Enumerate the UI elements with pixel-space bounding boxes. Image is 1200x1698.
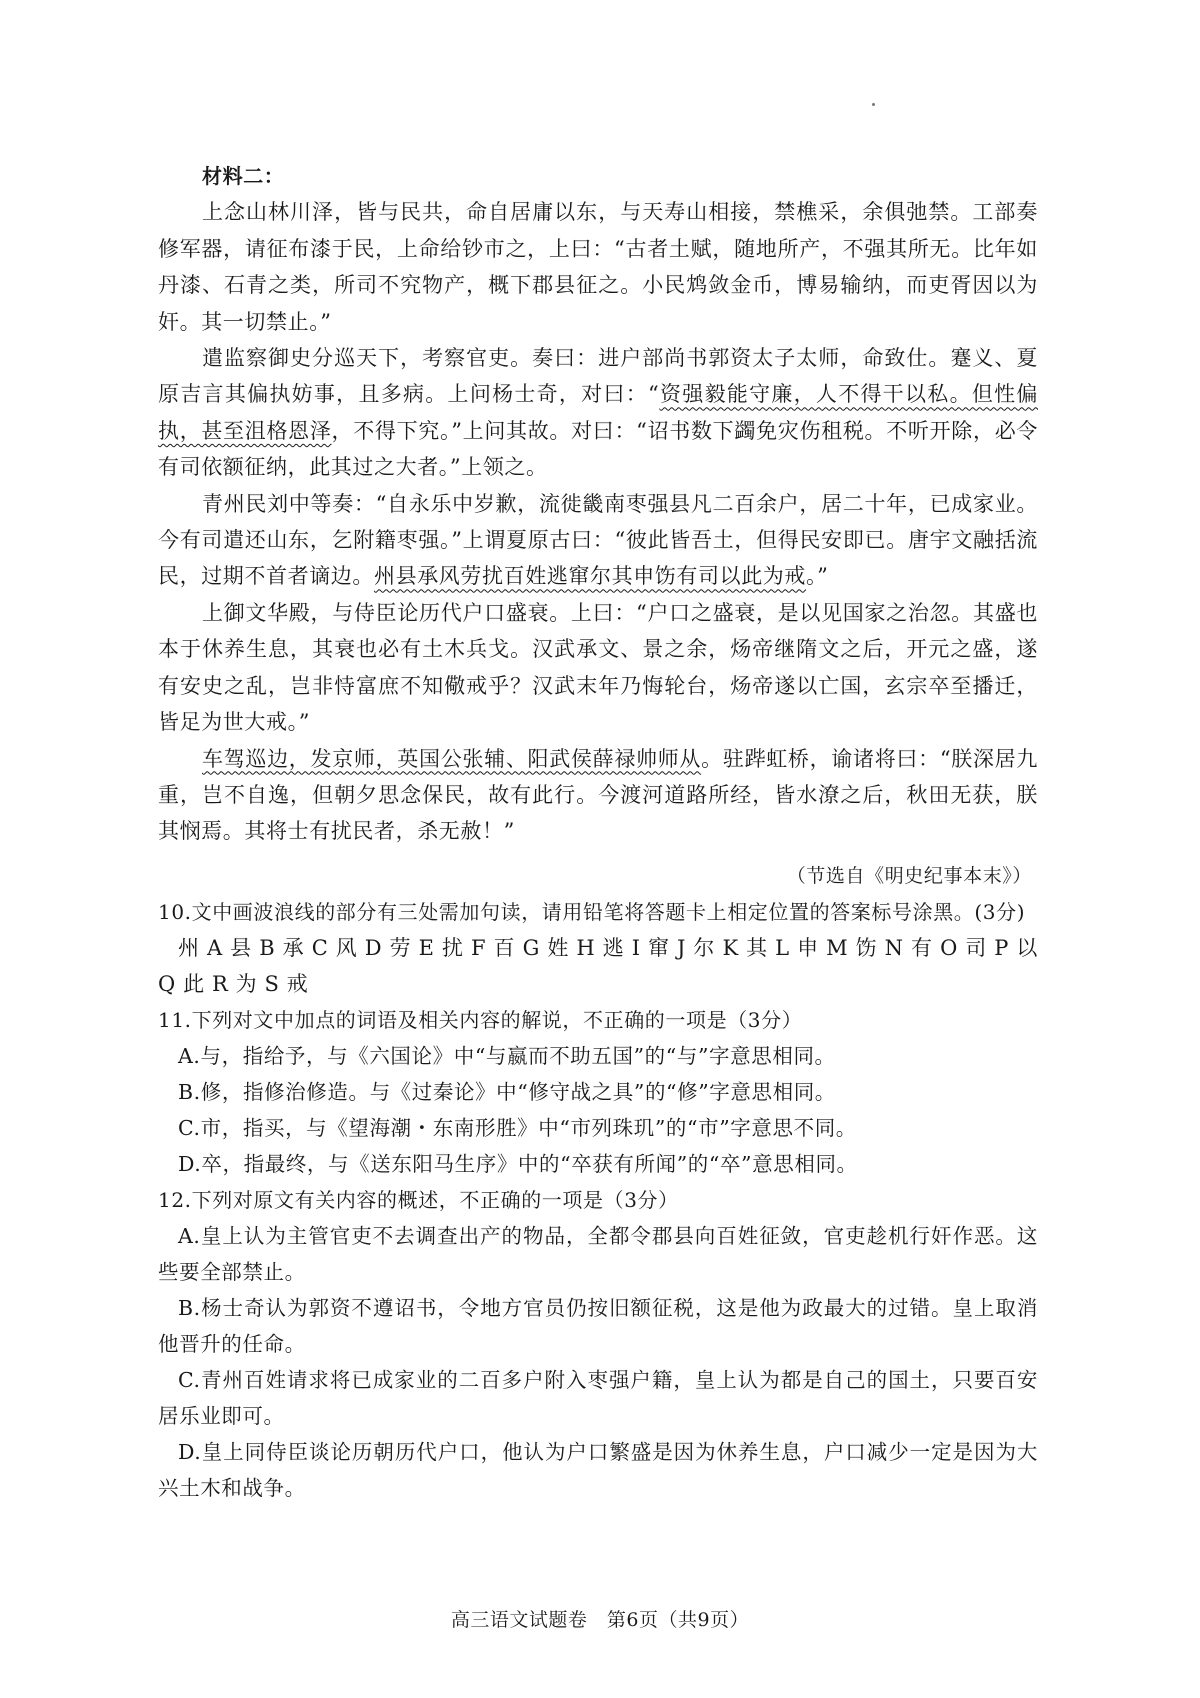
paragraph-text: 上御文华殿，与侍臣论历代户口盛衰。上曰：“户口之盛衰，是以见国家之治忽。其盛也本于休养生息，其衰也必有土木兵戈。汉武承文、景之余，炀帝继隋文之后，开元之盛，遂有安史之乱，岂非恃富庶不知儆戒乎？汉武末年乃悔轮台，炀帝遂以亡国，玄宗卒至播迁，皆足为世大戒。” — [158, 600, 1038, 735]
question-block — [158, 1002, 1038, 1182]
paragraph-text: 遣监察御史分巡天下，考察官吏。奏曰：进户部尚书郭资太子太师，命致仕。蹇义、夏原吉言其偏执妨事，且多病。上问杨士奇，对曰：“ — [158, 346, 1038, 407]
answer-option: A.与，指给予，与《六国论》中“与嬴而不助五国”的“与”字意思相同。 — [178, 1044, 836, 1069]
questions-section — [158, 894, 1038, 1506]
wavy-underlined-text: 车驾巡边，发京师，英国公张辅、阳武侯薛禄帅师从 — [202, 746, 702, 771]
material-paragraph — [158, 486, 1038, 595]
paragraph-text: 青州民刘中等奏：“自永乐中岁歉，流徙畿南枣强县凡二百余户，居二十年，已成家业。今有司遣还山东，乞附籍枣强。”上谓夏原古曰：“彼此皆吾土，但得民安即已。唐宇文融括流民，过期不首者谪边。 — [158, 491, 1038, 589]
paragraph-text: 。” — [806, 564, 829, 589]
page-footer: 高三语文试题卷 第6页（共9页） — [450, 1609, 750, 1631]
answer-option: D.卒，指最终，与《送东阳马生序》中的“卒获有所闻”的“卒”意思相同。 — [178, 1152, 858, 1177]
material-heading: 材料二： — [202, 164, 285, 188]
page-content — [158, 158, 1038, 1506]
material-paragraph — [158, 194, 1038, 340]
punctuation-sequence: 州 A 县 B 承 C 风 D 劳 E 扰 F 百 G 姓 H 逃 I 窜 J 尔 K 其 L 申 M 饬 N 有 O 司 P 以 Q 此 R 为 S 戒 — [158, 936, 1038, 997]
wavy-underlined-text: 资强毅能守廉，人不得干以私。但性偏执，甚至沮格恩泽 — [158, 382, 1038, 443]
question-block — [158, 1182, 1038, 1506]
answer-option: C.市，指买，与《望海潮・东南形胜》中“市列珠玑”的“市”字意思不同。 — [178, 1116, 857, 1141]
material-text — [158, 194, 1038, 849]
material-paragraph — [158, 340, 1038, 486]
answer-option: B.杨士奇认为郭资不遵诏书，令地方官员仍按旧额征税，这是他为政最大的过错。皇上取消他晋升的任命。 — [158, 1296, 1038, 1357]
question-block — [158, 894, 1038, 1002]
answer-option: D.皇上同侍臣谈论历朝历代户口，他认为户口繁盛是因为休养生息，户口减少一定是因为大兴土木和战争。 — [158, 1440, 1038, 1501]
source-citation: （节选自《明史纪事本末》） — [786, 864, 1032, 887]
material-paragraph — [158, 595, 1038, 741]
paragraph-text: 上念山林川泽，皆与民共，命自居庸以东，与天寿山相接，禁樵采，余俱弛禁。工部奏修军器，请征布漆于民，上命给钞市之，上曰：“古者土赋，随地所产，不强其所无。比年如丹漆、石青之类，所司不究物产，概下郡县征之。小民鸩敛金币，博易输纳，而吏胥因以为奸。其一切禁止。” — [158, 200, 1038, 334]
question-stem: 12.下列对原文有关内容的概述，不正确的一项是（3分） — [158, 1188, 679, 1213]
answer-option: A.皇上认为主管官吏不去调查出产的物品，全都令郡县向百姓征敛，官吏趁机行奸作恶。这些要全部禁止。 — [158, 1224, 1038, 1285]
question-stem: 10.文中画波浪线的部分有三处需加句读，请用铅笔将答题卡上相定位置的答案标号涂黑。(3分) — [158, 900, 1026, 925]
material-paragraph — [158, 741, 1038, 850]
question-stem: 11.下列对文中加点的词语及相关内容的解说，不正确的一项是（3分） — [158, 1008, 803, 1033]
answer-option: C.青州百姓请求将已成家业的二百多户附入枣强户籍，皇上认为都是自己的国土，只要百安居乐业即可。 — [158, 1368, 1038, 1429]
scan-speck — [872, 103, 875, 106]
answer-option: B.修，指修治修造。与《过秦论》中“修守战之具”的“修”字意思相同。 — [178, 1080, 836, 1105]
paragraph-text: 。驻跸虹桥，谕诸将曰：“朕深居九重，岂不自逸，但朝夕思念保民，故有此行。今渡河道路所经，皆水潦之后，秋田无获，朕其悯焉。其将士有扰民者，杀无赦！” — [158, 746, 1038, 844]
paragraph-text: ，不得下究。”上问其故。对曰：“诏书数下蠲免灾伤租税。不听开除，必令有司依额征纳，此其过之大者。”上领之。 — [158, 418, 1038, 480]
wavy-underlined-text: 州县承风劳扰百姓逃窜尔其申饬有司以此为戒 — [374, 564, 806, 589]
